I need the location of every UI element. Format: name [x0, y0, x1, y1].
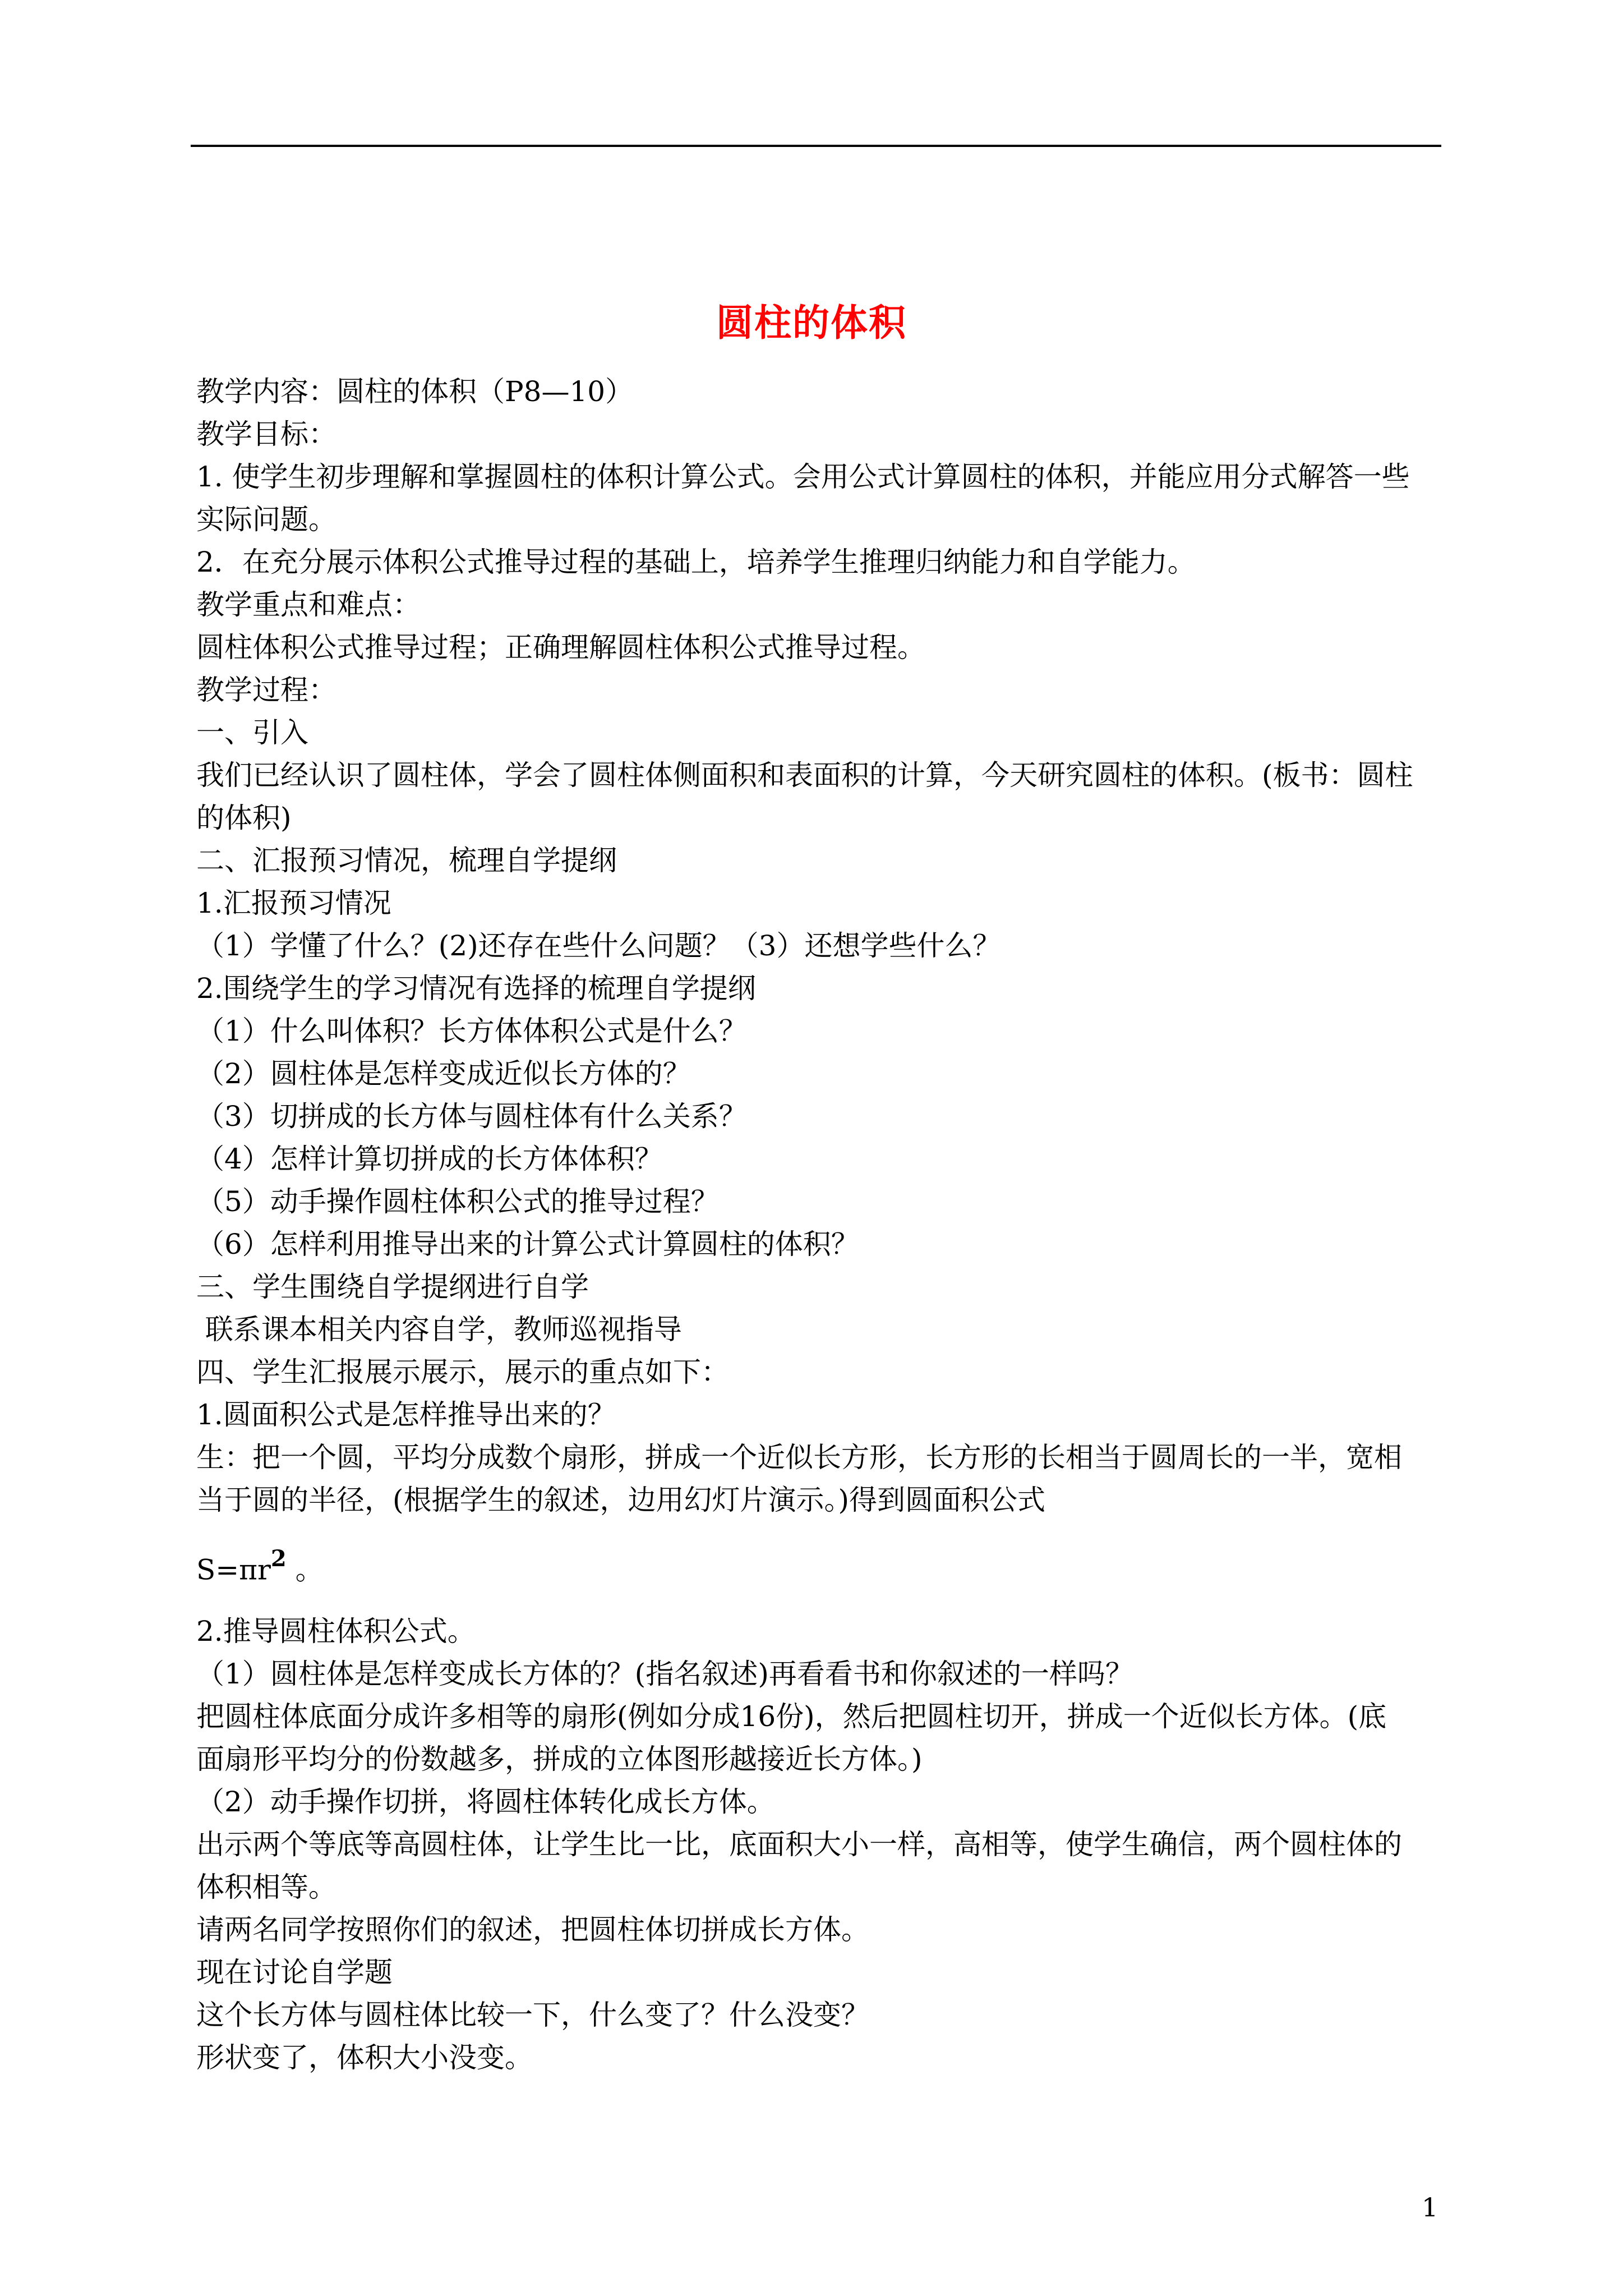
text-line: 这个长方体与圆柱体比较一下，什么变了？什么没变？ [196, 1998, 869, 2031]
text-line: （1）学懂了什么？(2)还存在些什么问题？（3）还想学些什么？ [196, 930, 1001, 962]
text-line: 实际问题。 [196, 503, 336, 536]
text-line: 现在讨论自学题 [196, 1955, 393, 1989]
text-line: （2）圆柱体是怎样变成近似长方体的？ [196, 1057, 691, 1090]
text-line: 形状变了，体积大小没变。 [196, 2041, 533, 2074]
text-line: （3）切拼成的长方体与圆柱体有什么关系？ [196, 1100, 747, 1133]
text-line: 2.推导圆柱体积公式。 [196, 1614, 476, 1648]
text-line: （5）动手操作圆柱体积公式的推导过程？ [196, 1185, 719, 1218]
text-line: （1）圆柱体是怎样变成长方体的？(指名叙述)再看看书和你叙述的一样吗？ [196, 1657, 1133, 1690]
text-line: 面扇形平均分的份数越多，拼成的立体图形越接近长方体。) [196, 1742, 923, 1775]
text-line: 教学过程： [196, 674, 336, 706]
text-line: 把圆柱体底面分成许多相等的扇形(例如分成16份)，然后把圆柱切开，拼成一个近似长方体。(底 [196, 1700, 1387, 1733]
text-line: （4）怎样计算切拼成的长方体体积？ [196, 1143, 663, 1175]
text-line: 圆柱体积公式推导过程；正确理解圆柱体积公式推导过程。 [196, 631, 925, 664]
page-number: 1 [1422, 2192, 1438, 2223]
text-line: 一、引入 [196, 716, 308, 749]
text-line: 出示两个等底等高圆柱体，让学生比一比，底面积大小一样，高相等，使学生确信，两个圆柱体的 [196, 1828, 1402, 1861]
text-line: 我们已经认识了圆柱体，学会了圆柱体侧面积和表面积的计算，今天研究圆柱的体积。(板书：圆柱 [196, 759, 1413, 792]
text-line: 生：把一个圆，平均分成数个扇形，拼成一个近似长方形，长方形的长相当于圆周长的一半，宽相 [196, 1441, 1402, 1474]
text-line: 教学内容：圆柱的体积（P8—10） [196, 375, 634, 408]
text-line: 体积相等。 [196, 1870, 336, 1903]
text-line: （2）动手操作切拼，将圆柱体转化成长方体。 [196, 1785, 775, 1818]
text-line: 1. 使学生初步理解和掌握圆柱的体积计算公式。会用公式计算圆柱的体积，并能应用分式解答一些 [196, 461, 1410, 493]
formula-lhs: S=πr [196, 1553, 271, 1586]
text-line: 2．在充分展示体积公式推导过程的基础上，培养学生推理归纳能力和自学能力。 [196, 546, 1196, 578]
text-line: （1）什么叫体积？长方体体积公式是什么？ [196, 1015, 747, 1047]
text-line: 请两名同学按照你们的叙述，把圆柱体切拼成长方体。 [196, 1913, 869, 1946]
formula-exponent: 2 [270, 1545, 287, 1572]
text-line: 三、学生围绕自学提纲进行自学 [196, 1271, 589, 1303]
formula-tail: 。 [295, 1553, 324, 1586]
header-rule [191, 145, 1441, 147]
document-body [196, 370, 1447, 2079]
text-line: 1.汇报预习情况 [196, 887, 391, 919]
text-line: 联系课本相关内容自学，教师巡视指导 [196, 1313, 682, 1346]
text-line: 教学重点和难点： [196, 588, 421, 621]
text-line: 当于圆的半径，(根据学生的叙述，边用幻灯片演示。)得到圆面积公式 [196, 1484, 1046, 1516]
document-title: 圆柱的体积 [716, 301, 907, 344]
text-line: 教学目标： [196, 418, 336, 450]
text-line: 1.圆面积公式是怎样推导出来的？ [196, 1398, 616, 1431]
text-line: 的体积) [196, 802, 292, 834]
circle-area-formula [196, 1537, 1447, 1595]
text-line: 四、学生汇报展示展示，展示的重点如下： [196, 1356, 729, 1388]
text-line: （6）怎样利用推导出来的计算公式计算圆柱的体积？ [196, 1228, 859, 1260]
text-line: 二、汇报预习情况，梳理自学提纲 [196, 844, 617, 877]
text-line: 2.围绕学生的学习情况有选择的梳理自学提纲 [196, 972, 756, 1005]
